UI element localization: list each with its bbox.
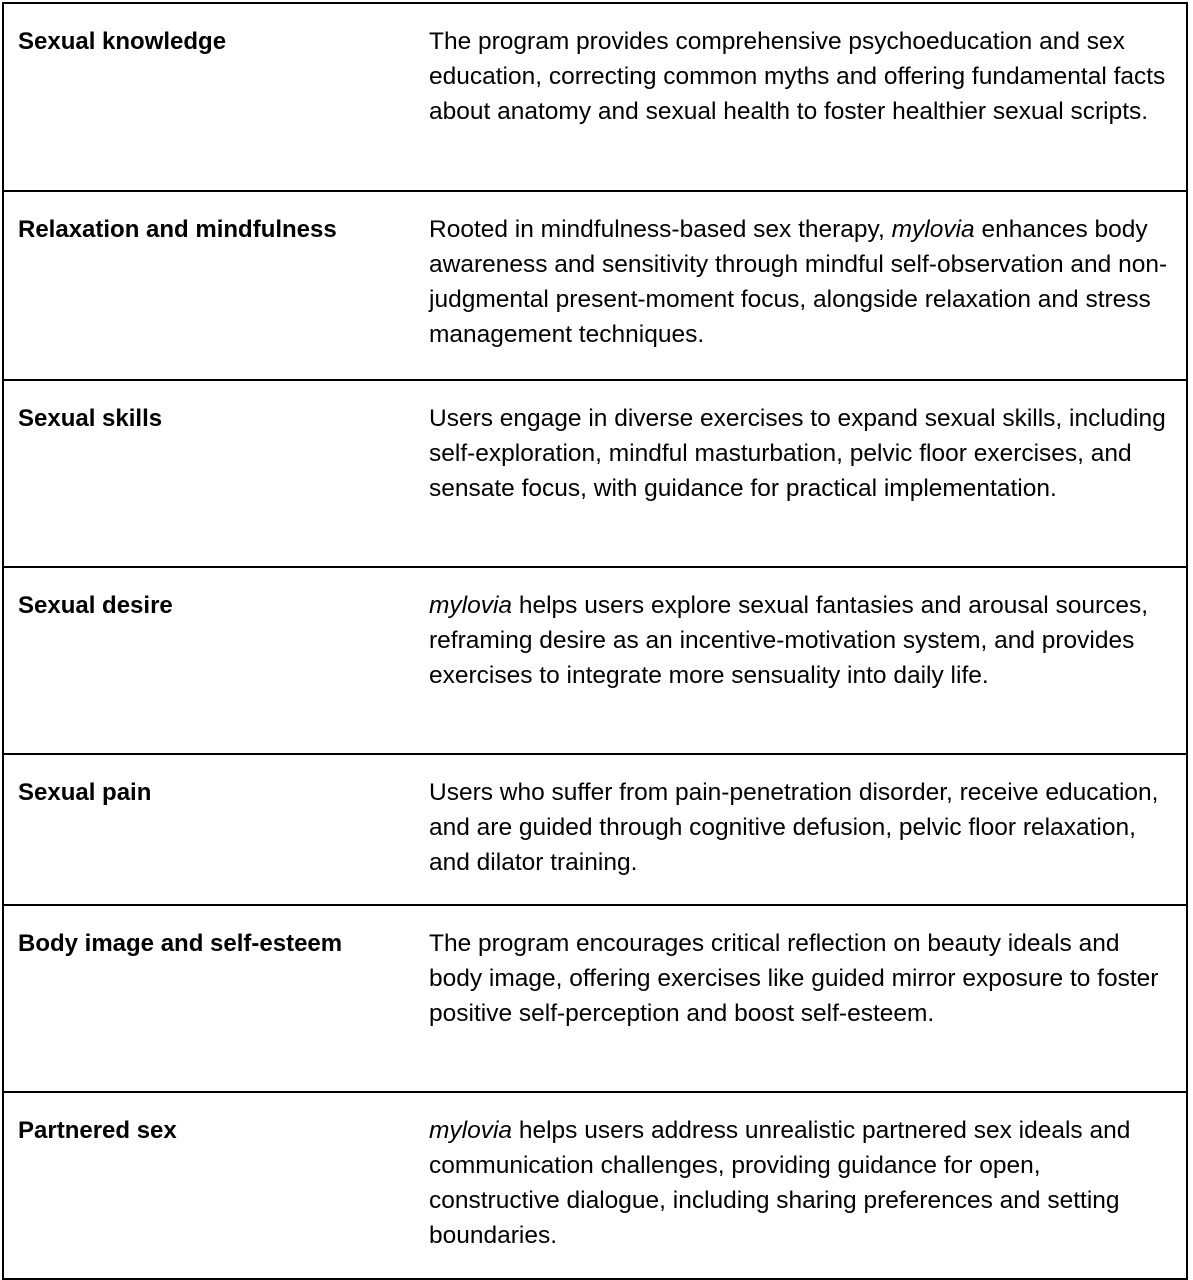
row-description: The program provides comprehensive psychoeducation and sex education, correcting common myths and offering fundamental facts about anatomy and sexual health to foster healthier sexual scripts. xyxy=(429,28,1166,125)
row-label: Partnered sex xyxy=(18,1117,177,1144)
table-row xyxy=(4,4,1186,192)
row-label: Sexual knowledge xyxy=(18,28,227,55)
row-label: Relaxation and mindfulness xyxy=(18,216,337,243)
row-label: Sexual pain xyxy=(18,779,152,806)
row-label: Sexual skills xyxy=(18,405,163,432)
row-label: Body image and self-esteem xyxy=(18,930,343,957)
table-row xyxy=(4,755,1186,906)
row-label: Sexual desire xyxy=(18,592,173,619)
table-row xyxy=(4,1093,1186,1278)
table-row xyxy=(4,906,1186,1093)
row-description: The program encourages critical reflection on beauty ideals and body image, offering exercises like guided mirror exposure to foster positive self-perception and boost self-esteem. xyxy=(429,930,1159,1027)
row-description: Users engage in diverse exercises to expand sexual skills, including self-exploration, mindful masturbation, pelvic floor exercises, and sensate focus, with guidance for practical implementation. xyxy=(429,405,1166,502)
row-description: Rooted in mindfulness-based sex therapy, mylovia enhances body awareness and sensitivity through mindful self-observation and non-judgmental present-moment focus, alongside relaxation and stress management techniques. xyxy=(429,216,1168,348)
table-row xyxy=(4,568,1186,755)
row-description: mylovia helps users address unrealistic partnered sex ideals and communication challenges, providing guidance for open, constructive dialogue, including sharing preferences and setting boundaries. xyxy=(429,1117,1131,1249)
row-description: Users who suffer from pain-penetration disorder, receive education, and are guided through cognitive defusion, pelvic floor relaxation, and dilator training. xyxy=(429,779,1159,876)
table-row xyxy=(4,192,1186,381)
row-description: mylovia helps users explore sexual fantasies and arousal sources, reframing desire as an incentive-motivation system, and provides exercises to integrate more sensuality into daily life. xyxy=(429,592,1149,689)
table-row xyxy=(4,381,1186,568)
program-modules-table xyxy=(2,2,1188,1280)
